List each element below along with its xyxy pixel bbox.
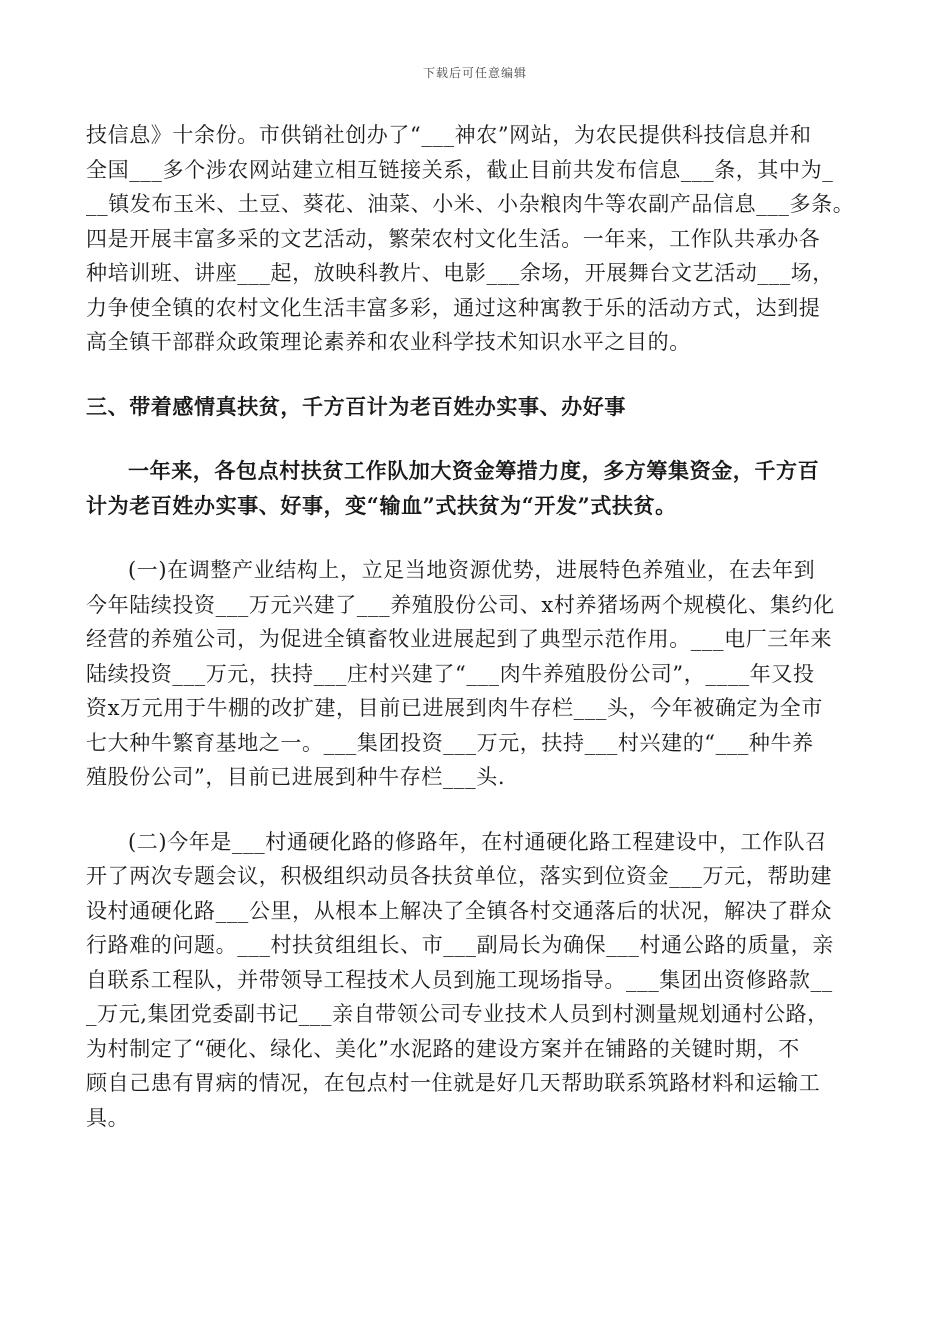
spacer	[86, 795, 866, 825]
text-line: (二)今年是___村通硬化路的修路年，在村通硬化路工程建设中，工作队召	[128, 829, 827, 854]
text-line: 高全镇干部群众政策理论素养和农业科学技术知识水平之目的。	[86, 330, 691, 354]
page-header-note: 下载后可任意编辑	[422, 66, 527, 80]
text-line: 经营的养殖公司，为促进全镇畜牧业进展起到了典型示范作用。___电厂三年来	[86, 627, 833, 651]
text-line: 技信息》十余份。市供销社创办了“___神农”网站，为农民提供科技信息并和	[86, 123, 812, 147]
paragraph-item-1	[86, 553, 866, 795]
text-line: 行路难的问题。___村扶贫组组长、市___副局长为确保___村通公路的质量，亲	[86, 933, 834, 957]
document-body	[86, 118, 866, 1135]
paragraph-item-2	[86, 825, 866, 1136]
text-line: 开了两次专题会议，积极组织动员各扶贫单位，落实到位资金___万元，帮助建	[86, 864, 833, 888]
spacer	[86, 523, 866, 553]
section-heading-3: 三、带着感情真扶贫，千方百计为老百姓办实事、办好事	[86, 393, 626, 419]
text-line: 力争使全镇的农村文化生活丰富多彩，通过这种寓教于乐的活动方式，达到提	[86, 295, 821, 320]
text-line: 为村制定了“硬化、绿化、美化”水泥路的建设方案并在铺路的关键时期，不	[86, 1036, 800, 1061]
text-line: 今年陆续投资___万元兴建了___养殖股份公司、x村养猪场两个规模化、集约化	[86, 592, 835, 617]
paragraph-intro	[86, 454, 866, 523]
spacer	[86, 360, 866, 390]
text-line: _万元,集团党委副书记___亲自带领公司专业技术人员到村测量规划通村公路，	[86, 1002, 829, 1026]
text-line: 自联系工程队，并带领导工程技术人员到施工现场指导。___集团出资修路款__	[86, 967, 833, 992]
text-line: (一)在调整产业结构上，立足当地资源优势，进展特色养殖业，在去年到	[128, 558, 816, 582]
text-line: 一年来，各包点村扶贫工作队加大资金筹措力度，多方筹集资金，千方百	[128, 458, 820, 483]
text-line: 资x万元用于牛棚的改扩建，目前已进展到肉牛存栏___头，今年被确定为全市	[86, 696, 823, 720]
text-line: 陆续投资___万元，扶持___庄村兴建了“___肉牛养殖股份公司”，____年又投	[86, 661, 815, 686]
text-line: __镇发布玉米、土豆、葵花、油菜、小米、小杂粮肉牛等农副产品信息___多条。	[86, 192, 855, 216]
text-line: 计为老百姓办实事、好事，变“输血”式扶贫为“开发”式扶贫。	[86, 492, 677, 518]
text-line: 设村通硬化路___公里，从根本上解决了全镇各村交通落后的状况，解决了群众	[86, 898, 833, 923]
text-line: 四是开展丰富多采的文艺活动，繁荣农村文化生活。一年来，工作队共承办各	[86, 226, 821, 251]
text-line: 七大种牛繁育基地之一。___集团投资___万元，扶持___村兴建的“___种牛养	[86, 730, 814, 755]
text-line: 具。	[86, 1105, 130, 1130]
text-line: 全国___多个涉农网站建立相互链接关系，截止目前共发布信息___条，其中为_	[86, 157, 834, 182]
spacer	[86, 424, 866, 454]
text-line: 顾自己患有胃病的情况，在包点村一住就是好几天帮助联系筑路材料和运输工	[86, 1071, 821, 1095]
text-line: 种培训班、讲座___起，放映科教片、电影___余场，开展舞台文艺活动___场，	[86, 261, 834, 285]
text-line: 殖股份公司”，目前已进展到种牛存栏___头.	[86, 765, 506, 789]
paragraph-tech-info	[86, 118, 866, 360]
